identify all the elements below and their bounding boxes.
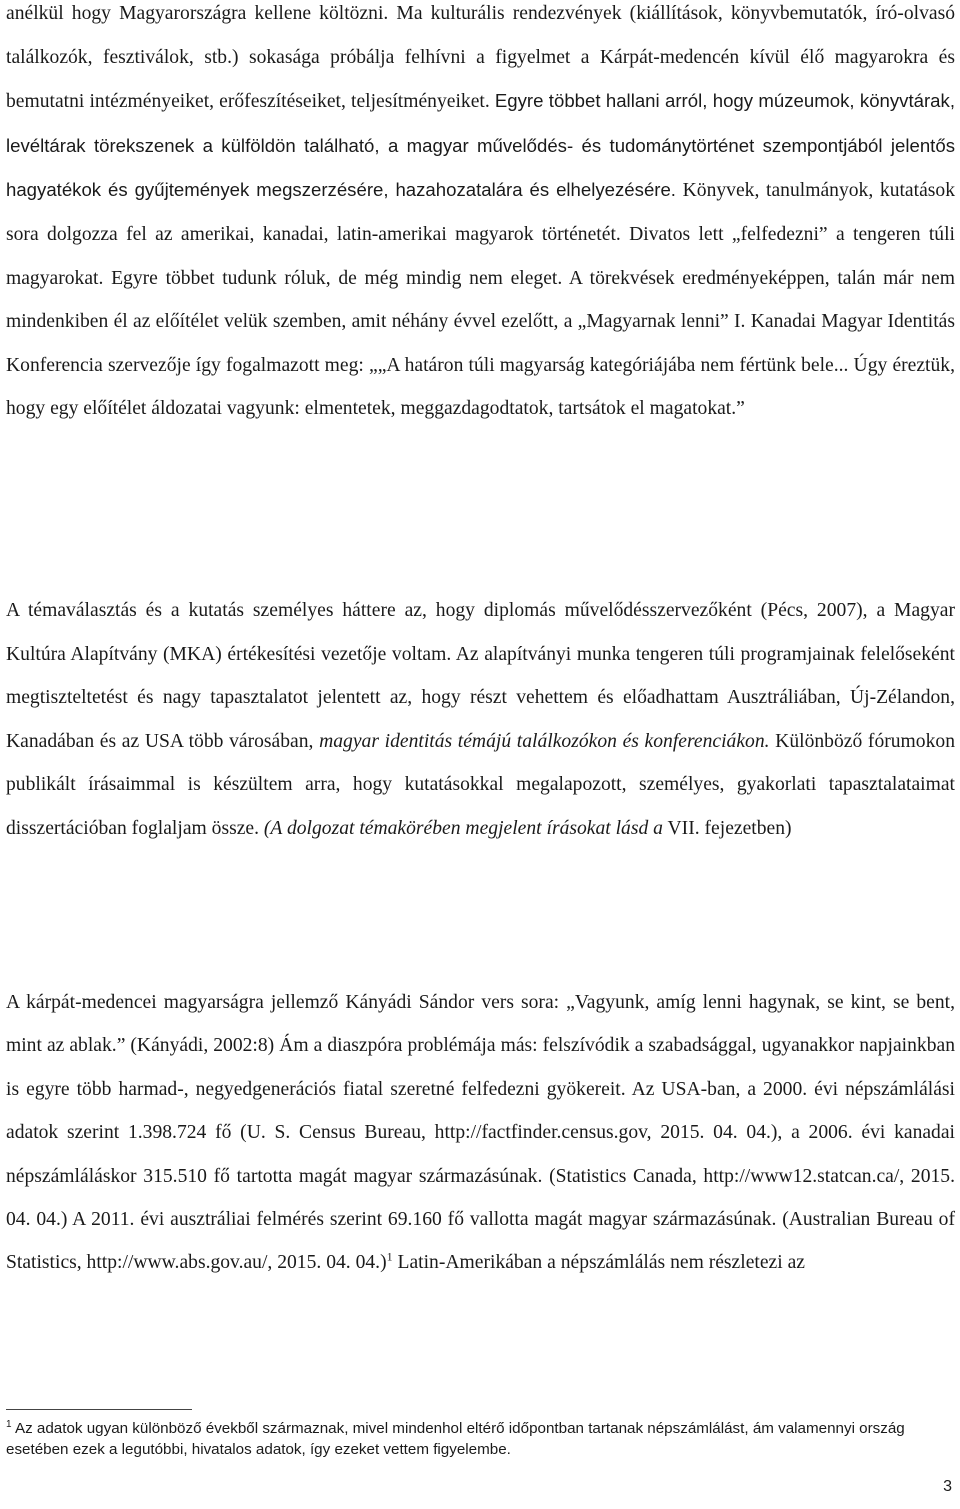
paragraph-census-data bbox=[6, 981, 955, 1285]
p3-text-b: Latin-Amerikában a népszámlálás nem részletezi az bbox=[392, 1252, 805, 1274]
footnote-divider bbox=[6, 1409, 192, 1410]
footnote-reference[interactable]: 1 bbox=[386, 1249, 393, 1264]
p3-text-a: A kárpát-medencei magyarságra jellemző Kányádi Sándor vers sora: „Vagyunk, amíg lenni hagynak, se kint, se bent, mint az ablak.” (Kányádi, 2002:8) Ám a diaszpóra problémája más: felszívódik a szabadsággal, ugyanakkor napjainkban is egyre több harmad-, negyedgenerációs fiatal szeretné felfedezni gyökereit. Az USA-ban, a 2000. évi népszámlálási adatok szerint 1.398.724 fő (U. S. Census Bureau, http://factfinder.census.gov, 2015. 04. 04.), a 2006. évi kanadai népszámláláskor 315.510 fő tartotta magát magyar származásúnak. (Statistics Canada, http://www12.statcan.ca/, 2015. 04. 04.) A 2011. évi ausztráliai felmérés szerint 69.160 fő vallotta magát magyar származásúnak. (Australian Bureau of Statistics, http://www.abs.gov.au/, 2015. 04. 04.) bbox=[6, 992, 955, 1274]
footnote-text: Az adatok ugyan különböző évekből származnak, mivel mindenhol eltérő időpontban tartanak népszámlálást, ám valamennyi ország esetében ezek a legutóbbi, hivatalos adatok, így ezeket vettem figyelembe. bbox=[6, 1420, 905, 1458]
p1-text-a: anélkül hogy Magyarországra kellene költözni. Ma kulturális rendezvények (kiállítások, könyvbemutatók, író-olvasó találkozók, fesztiválok, stb.) sokasága próbálja felhívni a figyelmet a Kárpát-medencén kívül élő magyarokra és bemutatni intézményeiket, erőfeszítéseiket, teljesítményeiket. bbox=[6, 3, 955, 113]
p2-text-b-italic: magyar identitás témájú találkozókon és konferenciákon. bbox=[319, 730, 770, 752]
p1-text-b: Egyre többet hallani arról, hogy múzeumok, könyvtárak, levéltárak törekszenek a külföldön található, a magyar művelődés- és tudománytörténet szempontjából jelentős hagyatékok és gyűjtemények megszerzésére, hazahozatalára és elhelyezésére. bbox=[6, 90, 955, 201]
page-number: 3 bbox=[943, 1478, 952, 1495]
p1-text-c: Könyvek, tanulmányok, kutatások sora dolgozza fel az amerikai, kanadai, latin-amerikai magyarok történetét. Divatos lett „felfedezni” a tengeren túli magyarokat. Egyre többet tudunk róluk, de még mindig nem eleget. A törekvések eredményeképpen, talán már nem mindenkiben él az előítélet velük szemben, amit néhány évvel ezelőtt, a „Magyarnak lenni” I. Kanadai Magyar Identitás Konferencia szervezője így fogalmazott meg: „„A határon túli magyarság kategóriájába nem fértünk bele... Úgy éreztük, hogy egy előítélet áldozatai vagyunk: elmentetek, meggazdagodtatok, tartsátok el magatokat.” bbox=[6, 180, 955, 420]
p2-text-e: VII. fejezetben) bbox=[662, 817, 792, 839]
footnote bbox=[6, 1418, 956, 1460]
paragraph-diaspora-events bbox=[6, 0, 955, 431]
p2-text-d-italic: (A dolgozat témakörében megjelent írásokat lásd a bbox=[263, 817, 663, 839]
p2-text-c: Különböző fórumokon publikált írásaimmal is készültem arra, hogy kutatásokkal megalapozott, személyes, gyakorlati tapasztalataimat disszertációban foglaljam össze. bbox=[6, 730, 955, 839]
paragraph-research-background bbox=[6, 589, 955, 851]
p2-text-a: A témaválasztás és a kutatás személyes háttere az, hogy diplomás művelődésszervezőként (Pécs, 2007), a Magyar Kultúra Alapítvány (MKA) értékesítési vezetője voltam. Az alapítványi munka tengeren túli programjainak felelőseként megtiszteltetést és nagy tapasztalatot jelentett az, hogy részt vehettem és előadhattam Ausztráliában, Új-Zélandon, Kanadában és az USA több városában, bbox=[6, 600, 955, 752]
footnote-marker: 1 bbox=[6, 1418, 12, 1430]
